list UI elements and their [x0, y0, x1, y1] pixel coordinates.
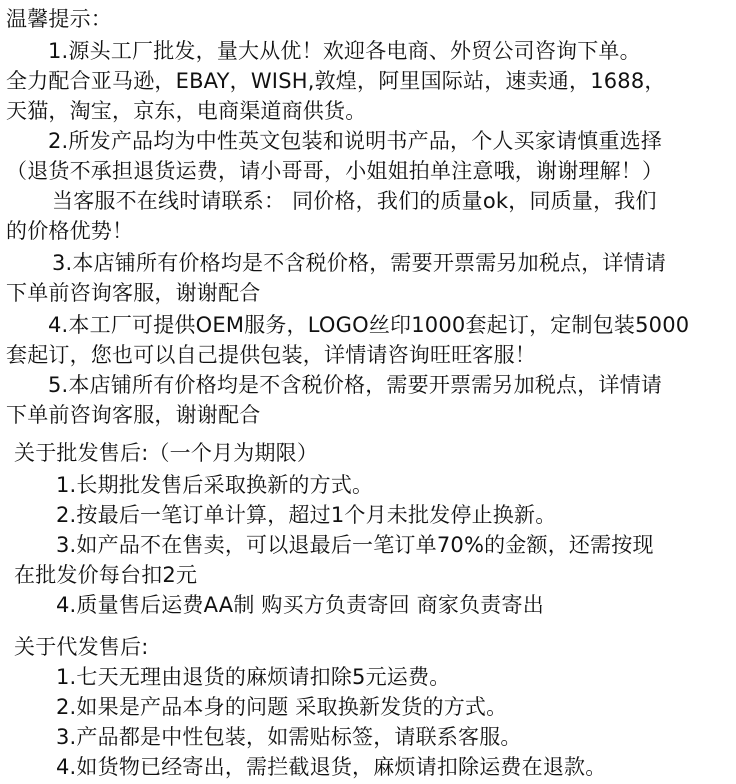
notice-line: （退货不承担退货运费，请小哥哥，小姐姐拍单注意哦，谢谢理解！） [6, 159, 664, 183]
notice-line: 下单前咨询客服，谢谢配合 [6, 403, 261, 427]
wholesale-item: 4.质量售后运费AA制 购买方负责寄回 商家负责寄出 [56, 593, 544, 617]
notice-line: 3.本店铺所有价格均是不含税价格，需要开票需另加税点，详情请 [52, 251, 667, 275]
wholesale-item: 3.如产品不在售卖，可以退最后一笔订单70%的金额，还需按现 [56, 533, 654, 557]
notice-line: 全力配合亚马逊，EBAY，WISH,敦煌，阿里国际站，速卖通，1688， [6, 69, 666, 93]
notice-line: 下单前咨询客服，谢谢配合 [6, 281, 261, 305]
notice-line: 2.所发产品均为中性英文包装和说明书产品，个人买家请慎重选择 [48, 129, 663, 153]
notice-line: 4.本工厂可提供OEM服务，LOGO丝印1000套起订，定制包装5000 [48, 313, 690, 337]
dropship-item: 1.七天无理由退货的麻烦请扣除5元运费。 [56, 665, 451, 689]
notice-line: 当客服不在线时请联系： 同价格，我们的质量ok，同质量，我们 [52, 189, 657, 213]
notice-title: 温馨提示： [6, 7, 112, 31]
wholesale-item: 2.按最后一笔订单计算，超过1个月未批发停止换新。 [56, 503, 557, 527]
wholesale-item: 在批发价每台扣2元 [14, 563, 198, 587]
notice-line: 的价格优势！ [6, 219, 134, 243]
notice-line: 5.本店铺所有价格均是不含税价格，需要开票需另加税点，详情请 [48, 373, 663, 397]
wholesale-heading: 关于批发售后:（一个月为期限） [14, 441, 319, 465]
notice-line: 套起订，您也可以自己提供包装，详情请咨询旺旺客服！ [6, 343, 536, 367]
dropship-heading: 关于代发售后: [14, 635, 149, 659]
notice-line: 1.源头工厂批发，量大从优！欢迎各电商、外贸公司咨询下单。 [48, 39, 641, 63]
dropship-item: 4.如货物已经寄出，需拦截退货，麻烦请扣除运费在退款。 [56, 755, 607, 779]
notice-line: 天猫，淘宝，京东，电商渠道商供货。 [6, 99, 367, 123]
wholesale-item: 1.长期批发售后采取换新的方式。 [56, 473, 374, 497]
dropship-item: 2.如果是产品本身的问题 采取换新发货的方式。 [56, 695, 508, 719]
dropship-item: 3.产品都是中性包装，如需贴标签，请联系客服。 [56, 725, 522, 749]
